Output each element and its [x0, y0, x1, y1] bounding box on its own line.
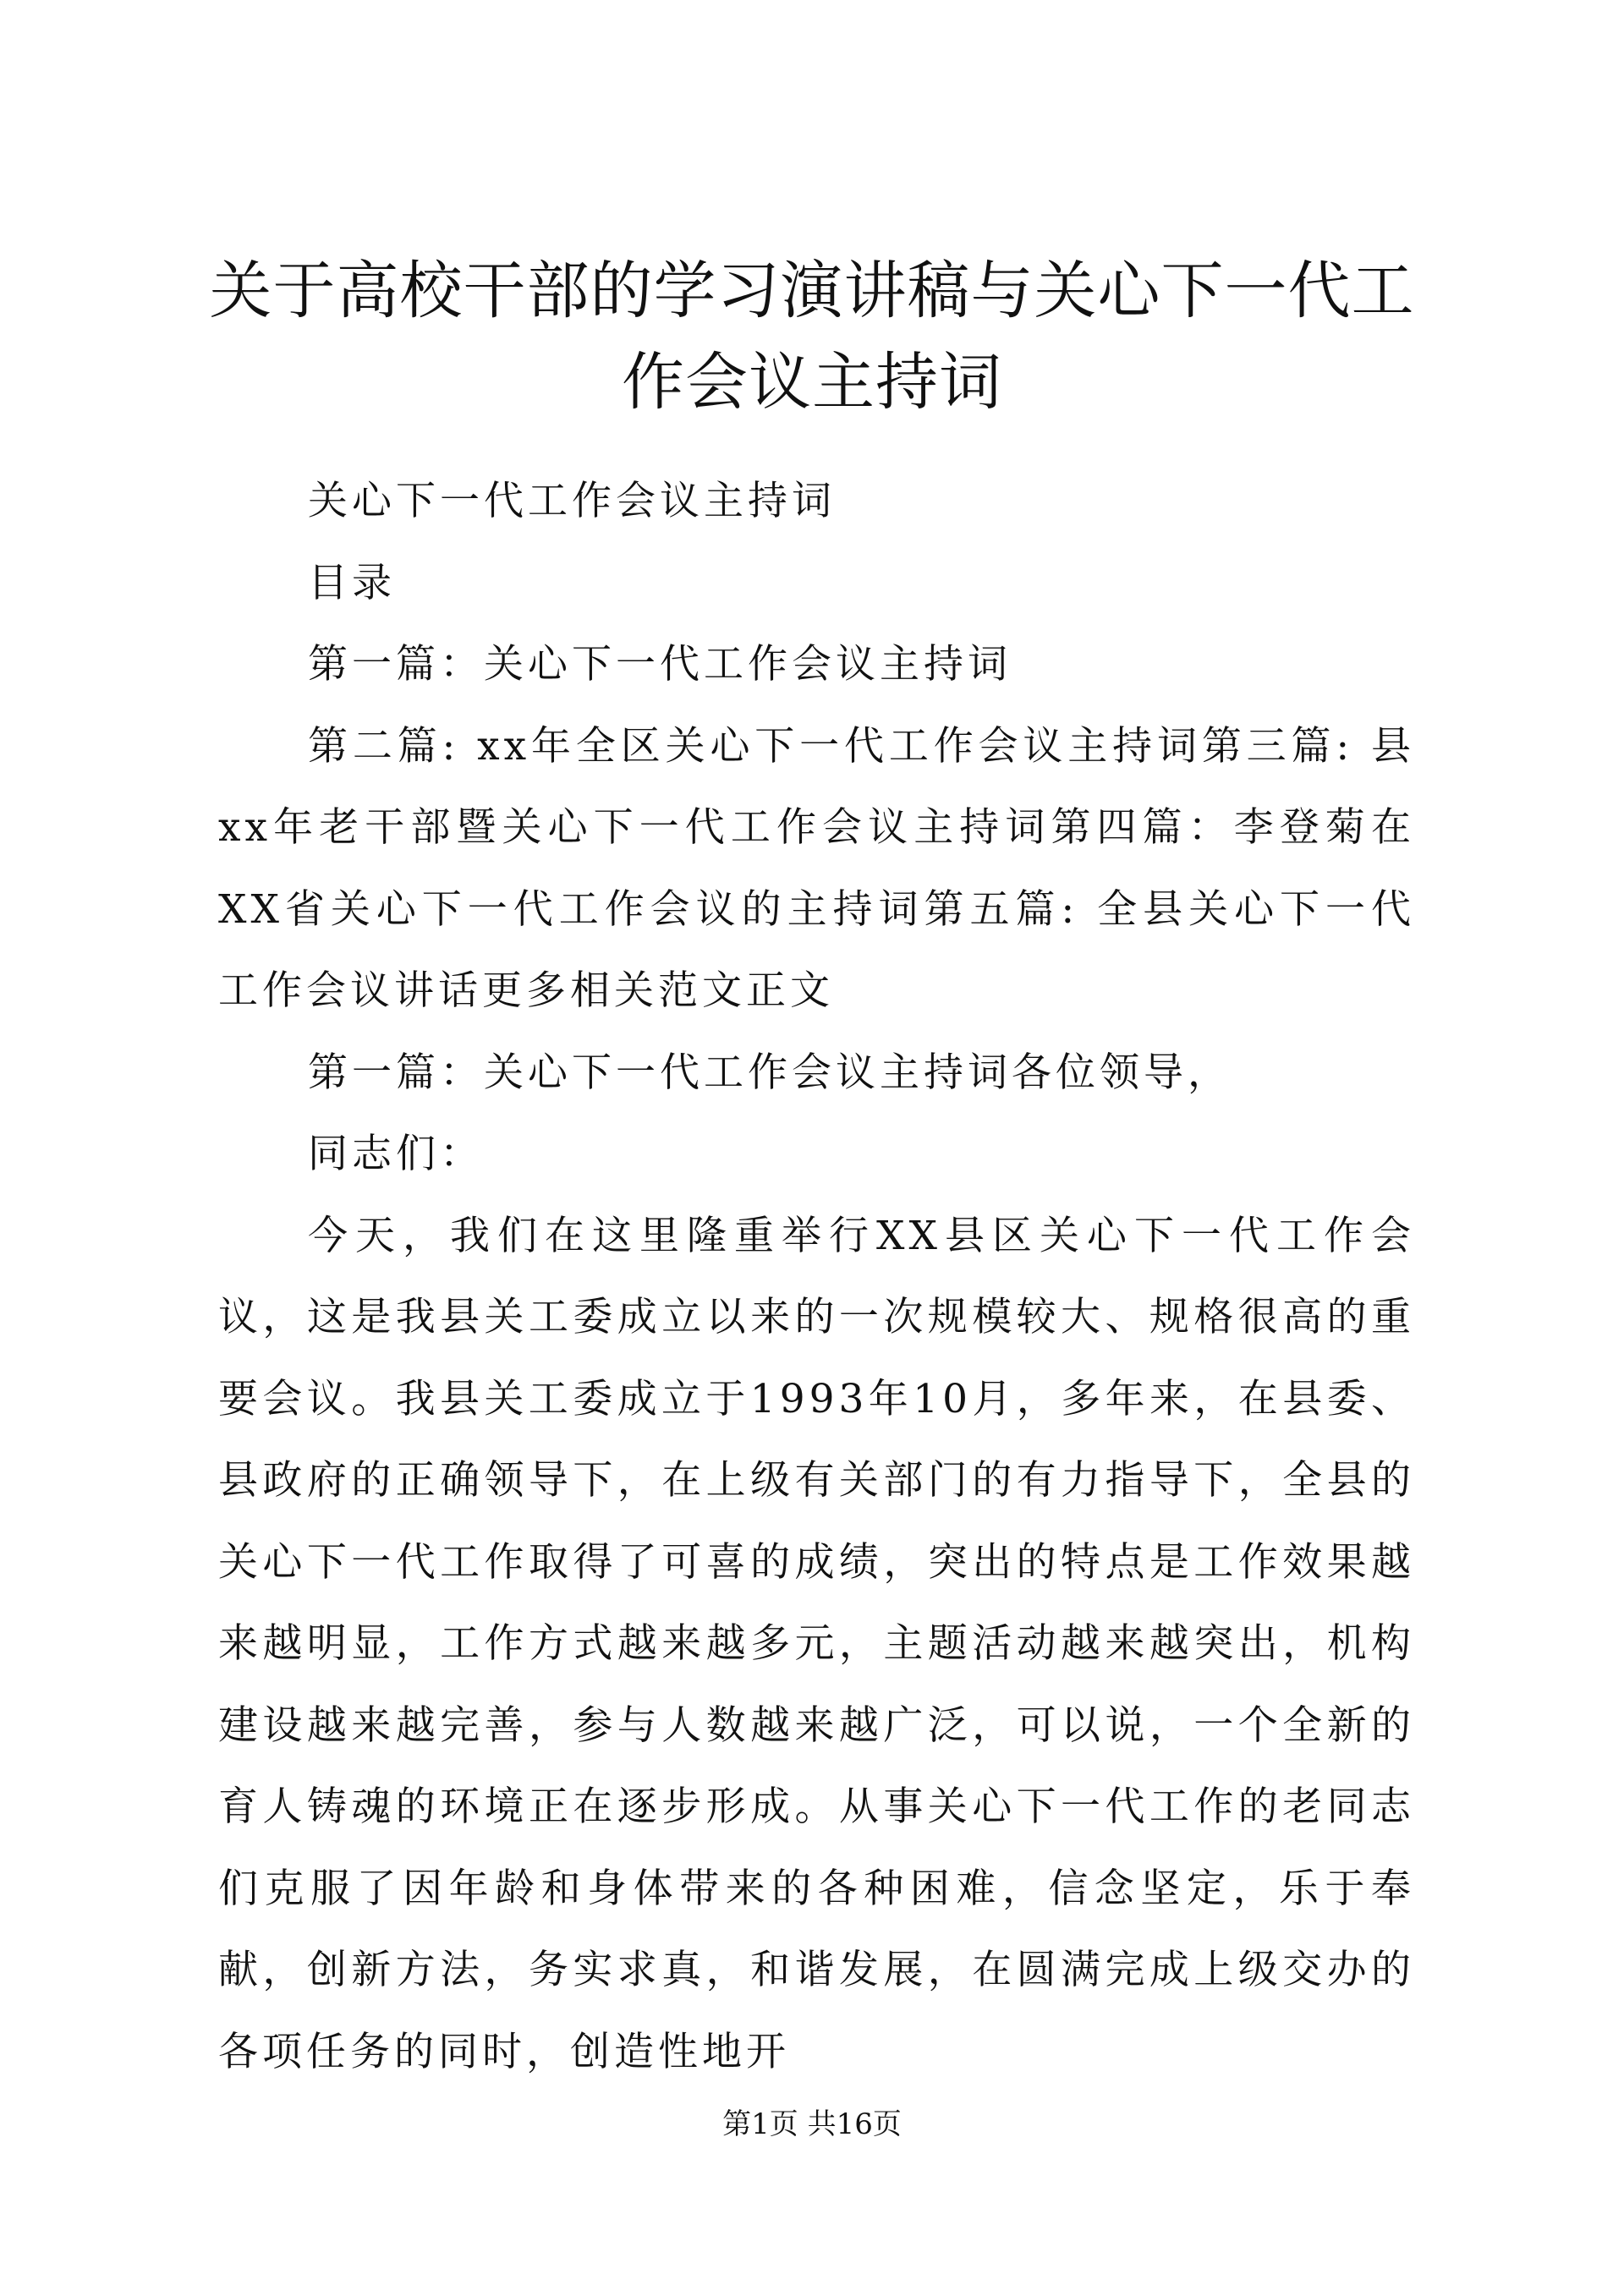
paragraph-body: 今天，我们在这里隆重举行XX县区关心下一代工作会议，这是我县关工委成立以来的一次规模较大、规格很高的重要会议。我县关工委成立于1993年10月，多年来，在县委、县政府的正确领导下，在上级有关部门的有力指导下，全县的关心下一代工作取得了可喜的成绩，突出的特点是工作效果越来越明显，工作方式越来越多元，主题活动越来越突出，机构建设越来越完善，参与人数越来越广泛，可以说，一个全新的育人铸魂的环境正在逐步形成。从事关心下一代工作的老同志们克服了因年龄和身体带来的各种困难，信念坚定，乐于奉献，创新方法，务实求真，和谐发展，在圆满完成上级交办的各项任务的同时，创造性地开	[218, 1212, 1415, 2075]
paragraph-toc-item: 第一篇：关心下一代工作会议主持词	[308, 641, 1012, 688]
document-title: 关于高校干部的学习演讲稿与关心下一代工作会议主持词	[209, 255, 1415, 419]
document-body	[218, 461, 1415, 2093]
paragraph-toc-heading: 目录	[308, 559, 396, 606]
paragraph-salutation: 同志们：	[308, 1131, 484, 1177]
page-footer: 第1页 共16页	[722, 2107, 902, 2141]
paragraph-subtitle: 关心下一代工作会议主持词	[308, 478, 836, 524]
paragraph-toc-items: 第二篇: xx年全区关心下一代工作会议主持词第三篇: 县xx年老干部暨关心下一代工作会议主持词第四篇：李登菊在XX省关心下一代工作会议的主持词第五篇: 全县关心下一代工作会议讲话更多相关范文正文	[218, 722, 1415, 1014]
paragraph-section-heading: 第一篇：关心下一代工作会议主持词各位领导，	[308, 1049, 1232, 1096]
